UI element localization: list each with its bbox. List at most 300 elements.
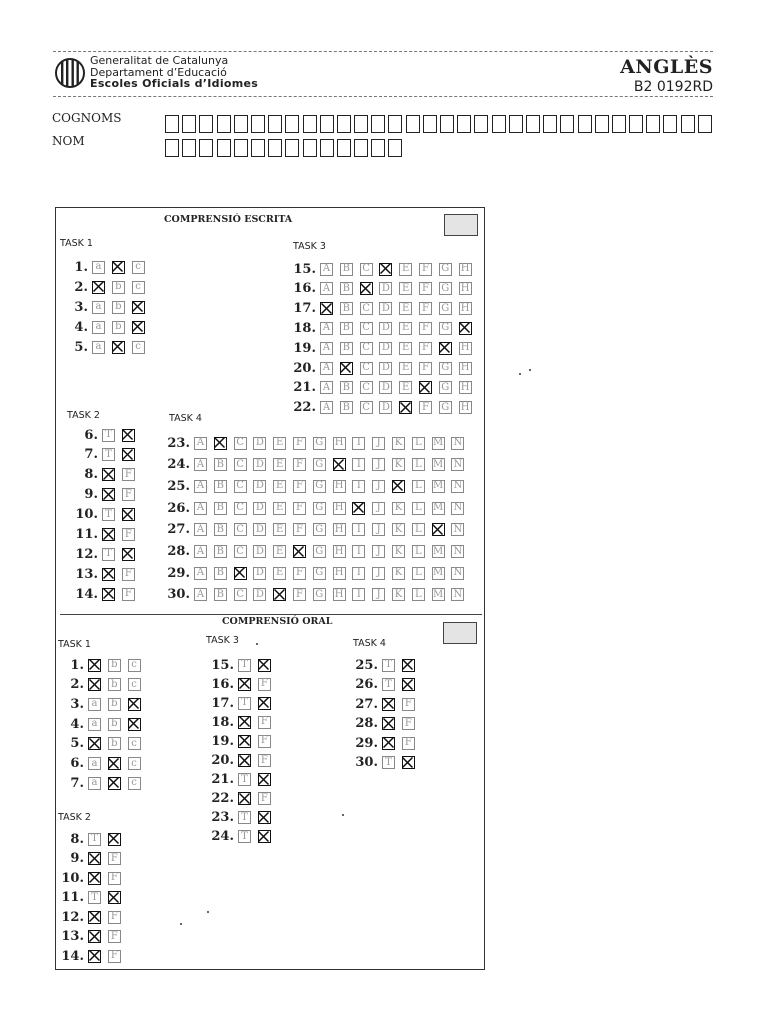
answer-option[interactable]: L: [412, 567, 425, 580]
answer-option[interactable]: E: [399, 263, 412, 276]
answer-option[interactable]: J: [372, 502, 385, 515]
answer-option[interactable]: [128, 718, 141, 731]
answer-option[interactable]: N: [451, 502, 464, 515]
answer-option[interactable]: F: [122, 468, 135, 481]
answer-option[interactable]: [419, 381, 432, 394]
nom-letter-box[interactable]: [303, 139, 317, 157]
answer-option[interactable]: F: [293, 567, 306, 580]
answer-option[interactable]: L: [412, 458, 425, 471]
answer-option[interactable]: [88, 911, 101, 924]
answer-option[interactable]: T: [238, 697, 251, 710]
answer-option[interactable]: M: [432, 588, 444, 600]
answer-option[interactable]: I: [352, 437, 365, 450]
cognoms-letter-box[interactable]: [509, 115, 523, 133]
answer-option[interactable]: [128, 698, 141, 711]
answer-option[interactable]: [88, 737, 101, 750]
cognoms-letter-box[interactable]: [388, 115, 402, 133]
answer-option[interactable]: D: [379, 381, 392, 394]
answer-option[interactable]: I: [352, 458, 365, 471]
answer-option[interactable]: G: [313, 502, 326, 515]
answer-option[interactable]: a: [88, 757, 101, 770]
answer-option[interactable]: T: [102, 548, 115, 561]
answer-option[interactable]: [258, 697, 271, 710]
nom-letter-box[interactable]: [354, 139, 368, 157]
answer-option[interactable]: c: [132, 281, 145, 294]
answer-option[interactable]: C: [234, 480, 247, 493]
answer-option[interactable]: F: [419, 401, 432, 414]
answer-option[interactable]: [320, 302, 333, 315]
answer-option[interactable]: E: [273, 480, 286, 493]
answer-option[interactable]: T: [238, 811, 251, 824]
answer-option[interactable]: [88, 872, 101, 885]
answer-option[interactable]: B: [340, 401, 353, 414]
answer-option[interactable]: M: [432, 502, 444, 514]
answer-option[interactable]: B: [214, 480, 227, 493]
answer-option[interactable]: F: [293, 588, 306, 601]
cognoms-letter-box[interactable]: [354, 115, 368, 133]
answer-option[interactable]: N: [451, 437, 464, 450]
answer-option[interactable]: [108, 777, 121, 790]
answer-option[interactable]: A: [194, 523, 207, 536]
answer-option[interactable]: K: [392, 458, 405, 471]
answer-option[interactable]: K: [392, 588, 405, 601]
answer-option[interactable]: A: [320, 362, 333, 375]
answer-option[interactable]: b: [108, 659, 121, 672]
answer-option[interactable]: F: [258, 735, 271, 748]
answer-option[interactable]: N: [451, 588, 464, 601]
answer-option[interactable]: A: [320, 263, 333, 276]
answer-option[interactable]: E: [399, 381, 412, 394]
cognoms-letter-box[interactable]: [646, 115, 660, 133]
answer-option[interactable]: F: [122, 528, 135, 541]
cognoms-letter-box[interactable]: [165, 115, 179, 133]
answer-option[interactable]: a: [92, 301, 105, 314]
answer-option[interactable]: G: [439, 302, 452, 315]
answer-option[interactable]: A: [320, 342, 333, 355]
answer-option[interactable]: T: [88, 833, 101, 846]
cognoms-letter-box[interactable]: [681, 115, 695, 133]
answer-option[interactable]: C: [360, 362, 373, 375]
answer-option[interactable]: I: [352, 588, 365, 601]
cognoms-letter-box[interactable]: [595, 115, 609, 133]
answer-option[interactable]: C: [360, 263, 373, 276]
cognoms-letter-box[interactable]: [560, 115, 574, 133]
answer-option[interactable]: E: [273, 437, 286, 450]
answer-option[interactable]: [293, 545, 306, 558]
answer-option[interactable]: N: [451, 458, 464, 471]
answer-option[interactable]: F: [122, 568, 135, 581]
answer-option[interactable]: H: [459, 263, 472, 276]
answer-option[interactable]: B: [340, 282, 353, 295]
answer-option[interactable]: I: [352, 523, 365, 536]
answer-option[interactable]: F: [402, 698, 415, 711]
answer-option[interactable]: D: [379, 342, 392, 355]
answer-option[interactable]: [102, 568, 115, 581]
answer-option[interactable]: [402, 756, 415, 769]
answer-option[interactable]: D: [379, 322, 392, 335]
answer-option[interactable]: F: [108, 950, 121, 963]
answer-option[interactable]: [122, 548, 135, 561]
answer-option[interactable]: G: [439, 263, 452, 276]
answer-option[interactable]: N: [451, 523, 464, 536]
answer-option[interactable]: B: [214, 523, 227, 536]
answer-option[interactable]: F: [419, 282, 432, 295]
answer-option[interactable]: [379, 263, 392, 276]
answer-option[interactable]: T: [382, 678, 395, 691]
answer-option[interactable]: [102, 468, 115, 481]
cognoms-letter-box[interactable]: [285, 115, 299, 133]
score-box-reading[interactable]: [444, 214, 478, 236]
answer-option[interactable]: A: [320, 381, 333, 394]
nom-letter-box[interactable]: [234, 139, 248, 157]
answer-option[interactable]: c: [128, 678, 141, 691]
answer-option[interactable]: L: [412, 437, 425, 450]
answer-option[interactable]: C: [360, 401, 373, 414]
answer-option[interactable]: F: [258, 754, 271, 767]
answer-option[interactable]: B: [340, 342, 353, 355]
answer-option[interactable]: [432, 523, 445, 536]
answer-option[interactable]: B: [340, 263, 353, 276]
answer-option[interactable]: E: [399, 342, 412, 355]
answer-option[interactable]: D: [253, 567, 266, 580]
answer-option[interactable]: T: [382, 756, 395, 769]
cognoms-letter-box[interactable]: [526, 115, 540, 133]
answer-option[interactable]: b: [108, 698, 121, 711]
cognoms-letter-box[interactable]: [371, 115, 385, 133]
nom-letter-box[interactable]: [251, 139, 265, 157]
answer-option[interactable]: A: [194, 545, 207, 558]
cognoms-letter-box[interactable]: [268, 115, 282, 133]
answer-option[interactable]: D: [253, 502, 266, 515]
cognoms-letter-box[interactable]: [629, 115, 643, 133]
answer-option[interactable]: [112, 341, 125, 354]
answer-option[interactable]: D: [253, 437, 266, 450]
answer-option[interactable]: I: [352, 567, 365, 580]
nom-letter-box[interactable]: [337, 139, 351, 157]
cognoms-letter-box[interactable]: [182, 115, 196, 133]
answer-option[interactable]: [402, 678, 415, 691]
answer-option[interactable]: [459, 322, 472, 335]
answer-option[interactable]: F: [402, 717, 415, 730]
answer-option[interactable]: J: [372, 567, 385, 580]
answer-option[interactable]: M: [432, 545, 444, 557]
answer-option[interactable]: [238, 735, 251, 748]
answer-option[interactable]: L: [412, 545, 425, 558]
answer-option[interactable]: D: [253, 480, 266, 493]
answer-option[interactable]: H: [333, 437, 346, 450]
answer-option[interactable]: H: [333, 588, 346, 601]
answer-option[interactable]: B: [214, 502, 227, 515]
answer-option[interactable]: L: [412, 523, 425, 536]
answer-option[interactable]: D: [253, 545, 266, 558]
answer-option[interactable]: [92, 281, 105, 294]
nom-letter-box[interactable]: [320, 139, 334, 157]
answer-option[interactable]: T: [102, 448, 115, 461]
answer-option[interactable]: c: [132, 341, 145, 354]
cognoms-letter-box[interactable]: [612, 115, 626, 133]
answer-option[interactable]: F: [293, 480, 306, 493]
score-box-listening[interactable]: [443, 622, 477, 644]
answer-option[interactable]: N: [451, 567, 464, 580]
answer-option[interactable]: J: [372, 437, 385, 450]
answer-option[interactable]: [439, 342, 452, 355]
answer-option[interactable]: [132, 301, 145, 314]
answer-option[interactable]: D: [253, 588, 266, 601]
answer-option[interactable]: [112, 261, 125, 274]
answer-option[interactable]: F: [293, 502, 306, 515]
answer-option[interactable]: b: [108, 737, 121, 750]
answer-option[interactable]: C: [234, 588, 247, 601]
answer-option[interactable]: L: [412, 588, 425, 601]
answer-option[interactable]: [102, 528, 115, 541]
answer-option[interactable]: [382, 737, 395, 750]
answer-option[interactable]: B: [214, 567, 227, 580]
answer-option[interactable]: F: [122, 588, 135, 601]
answer-option[interactable]: [258, 659, 271, 672]
cognoms-letter-box[interactable]: [698, 115, 712, 133]
answer-option[interactable]: [88, 930, 101, 943]
nom-field[interactable]: [165, 139, 406, 157]
answer-option[interactable]: F: [419, 342, 432, 355]
answer-option[interactable]: K: [392, 545, 405, 558]
answer-option[interactable]: [214, 437, 227, 450]
answer-option[interactable]: N: [451, 480, 464, 493]
answer-option[interactable]: [88, 659, 101, 672]
answer-option[interactable]: G: [313, 545, 326, 558]
answer-option[interactable]: G: [439, 282, 452, 295]
answer-option[interactable]: E: [273, 567, 286, 580]
answer-option[interactable]: E: [273, 458, 286, 471]
answer-option[interactable]: F: [293, 437, 306, 450]
answer-option[interactable]: C: [360, 302, 373, 315]
nom-letter-box[interactable]: [217, 139, 231, 157]
answer-option[interactable]: T: [102, 508, 115, 521]
answer-option[interactable]: c: [128, 659, 141, 672]
answer-option[interactable]: C: [234, 437, 247, 450]
answer-option[interactable]: F: [108, 852, 121, 865]
answer-option[interactable]: [402, 659, 415, 672]
answer-option[interactable]: [382, 717, 395, 730]
answer-option[interactable]: H: [333, 545, 346, 558]
answer-option[interactable]: [234, 567, 247, 580]
answer-option[interactable]: A: [320, 282, 333, 295]
answer-option[interactable]: b: [112, 281, 125, 294]
answer-option[interactable]: G: [439, 401, 452, 414]
answer-option[interactable]: [382, 698, 395, 711]
answer-option[interactable]: c: [128, 737, 141, 750]
nom-letter-box[interactable]: [165, 139, 179, 157]
answer-option[interactable]: c: [128, 757, 141, 770]
answer-option[interactable]: [102, 488, 115, 501]
answer-option[interactable]: E: [273, 523, 286, 536]
answer-option[interactable]: [102, 588, 115, 601]
answer-option[interactable]: T: [88, 891, 101, 904]
cognoms-letter-box[interactable]: [406, 115, 420, 133]
answer-option[interactable]: E: [273, 502, 286, 515]
answer-option[interactable]: E: [399, 362, 412, 375]
answer-option[interactable]: a: [92, 341, 105, 354]
answer-option[interactable]: A: [194, 502, 207, 515]
answer-option[interactable]: B: [340, 381, 353, 394]
answer-option[interactable]: E: [399, 282, 412, 295]
answer-option[interactable]: b: [108, 718, 121, 731]
cognoms-letter-box[interactable]: [320, 115, 334, 133]
answer-option[interactable]: C: [234, 502, 247, 515]
answer-option[interactable]: F: [258, 678, 271, 691]
answer-option[interactable]: K: [392, 523, 405, 536]
answer-option[interactable]: [108, 757, 121, 770]
answer-option[interactable]: F: [419, 362, 432, 375]
answer-option[interactable]: K: [392, 502, 405, 515]
answer-option[interactable]: F: [402, 737, 415, 750]
answer-option[interactable]: [238, 754, 251, 767]
answer-option[interactable]: C: [360, 342, 373, 355]
answer-option[interactable]: I: [352, 480, 365, 493]
answer-option[interactable]: T: [238, 659, 251, 672]
cognoms-letter-box[interactable]: [457, 115, 471, 133]
answer-option[interactable]: T: [238, 830, 251, 843]
answer-option[interactable]: c: [128, 777, 141, 790]
answer-option[interactable]: G: [313, 480, 326, 493]
answer-option[interactable]: E: [399, 322, 412, 335]
nom-letter-box[interactable]: [285, 139, 299, 157]
answer-option[interactable]: G: [313, 567, 326, 580]
answer-option[interactable]: K: [392, 567, 405, 580]
nom-letter-box[interactable]: [268, 139, 282, 157]
answer-option[interactable]: B: [214, 588, 227, 601]
cognoms-letter-box[interactable]: [199, 115, 213, 133]
answer-option[interactable]: A: [194, 458, 207, 471]
answer-option[interactable]: F: [293, 458, 306, 471]
answer-option[interactable]: [333, 458, 346, 471]
answer-option[interactable]: M: [432, 567, 444, 579]
answer-option[interactable]: b: [112, 301, 125, 314]
answer-option[interactable]: F: [122, 488, 135, 501]
answer-option[interactable]: C: [360, 322, 373, 335]
answer-option[interactable]: B: [214, 545, 227, 558]
answer-option[interactable]: A: [320, 401, 333, 414]
answer-option[interactable]: J: [372, 588, 385, 601]
answer-option[interactable]: a: [88, 777, 101, 790]
answer-option[interactable]: [238, 792, 251, 805]
answer-option[interactable]: [122, 429, 135, 442]
answer-option[interactable]: E: [273, 545, 286, 558]
answer-option[interactable]: [238, 678, 251, 691]
nom-letter-box[interactable]: [199, 139, 213, 157]
answer-option[interactable]: a: [92, 261, 105, 274]
answer-option[interactable]: G: [313, 437, 326, 450]
answer-option[interactable]: E: [399, 302, 412, 315]
answer-option[interactable]: D: [379, 302, 392, 315]
answer-option[interactable]: b: [112, 321, 125, 334]
cognoms-letter-box[interactable]: [234, 115, 248, 133]
answer-option[interactable]: D: [253, 458, 266, 471]
cognoms-letter-box[interactable]: [337, 115, 351, 133]
answer-option[interactable]: G: [439, 322, 452, 335]
answer-option[interactable]: [88, 950, 101, 963]
cognoms-letter-box[interactable]: [303, 115, 317, 133]
answer-option[interactable]: G: [439, 362, 452, 375]
answer-option[interactable]: J: [372, 458, 385, 471]
answer-option[interactable]: H: [459, 282, 472, 295]
answer-option[interactable]: H: [333, 480, 346, 493]
nom-letter-box[interactable]: [371, 139, 385, 157]
answer-option[interactable]: A: [194, 567, 207, 580]
answer-option[interactable]: F: [419, 263, 432, 276]
answer-option[interactable]: a: [88, 718, 101, 731]
answer-option[interactable]: M: [432, 437, 444, 448]
answer-option[interactable]: H: [333, 523, 346, 536]
answer-option[interactable]: N: [451, 545, 464, 558]
answer-option[interactable]: C: [234, 458, 247, 471]
answer-option[interactable]: [132, 321, 145, 334]
answer-option[interactable]: I: [352, 545, 365, 558]
answer-option[interactable]: C: [234, 523, 247, 536]
answer-option[interactable]: [340, 362, 353, 375]
answer-option[interactable]: M: [432, 458, 444, 470]
answer-option[interactable]: F: [419, 302, 432, 315]
answer-option[interactable]: J: [372, 523, 385, 536]
answer-option[interactable]: [258, 830, 271, 843]
answer-option[interactable]: F: [108, 930, 121, 943]
answer-option[interactable]: [392, 480, 405, 493]
answer-option[interactable]: F: [419, 322, 432, 335]
answer-option[interactable]: H: [459, 362, 472, 375]
answer-option[interactable]: L: [412, 480, 425, 493]
answer-option[interactable]: F: [293, 523, 306, 536]
answer-option[interactable]: [108, 891, 121, 904]
answer-option[interactable]: D: [379, 362, 392, 375]
answer-option[interactable]: A: [194, 588, 207, 601]
answer-option[interactable]: A: [320, 322, 333, 335]
answer-option[interactable]: G: [313, 523, 326, 536]
nom-letter-box[interactable]: [388, 139, 402, 157]
answer-option[interactable]: H: [459, 381, 472, 394]
answer-option[interactable]: T: [382, 659, 395, 672]
answer-option[interactable]: M: [432, 480, 444, 492]
answer-option[interactable]: B: [340, 322, 353, 335]
answer-option[interactable]: G: [313, 588, 326, 601]
answer-option[interactable]: a: [88, 698, 101, 711]
cognoms-letter-box[interactable]: [663, 115, 677, 133]
cognoms-letter-box[interactable]: [474, 115, 488, 133]
answer-option[interactable]: a: [92, 321, 105, 334]
answer-option[interactable]: [88, 852, 101, 865]
answer-option[interactable]: B: [214, 458, 227, 471]
answer-option[interactable]: L: [412, 502, 425, 515]
answer-option[interactable]: F: [258, 792, 271, 805]
answer-option[interactable]: D: [379, 282, 392, 295]
answer-option[interactable]: F: [108, 911, 121, 924]
answer-option[interactable]: b: [108, 678, 121, 691]
answer-option[interactable]: A: [194, 437, 207, 450]
answer-option[interactable]: T: [238, 773, 251, 786]
answer-option[interactable]: [108, 833, 121, 846]
cognoms-letter-box[interactable]: [217, 115, 231, 133]
cognoms-letter-box[interactable]: [251, 115, 265, 133]
answer-option[interactable]: D: [379, 401, 392, 414]
cognoms-letter-box[interactable]: [578, 115, 592, 133]
answer-option[interactable]: [122, 508, 135, 521]
answer-option[interactable]: J: [372, 545, 385, 558]
answer-option[interactable]: [258, 811, 271, 824]
answer-option[interactable]: J: [372, 480, 385, 493]
answer-option[interactable]: C: [234, 545, 247, 558]
answer-option[interactable]: G: [313, 458, 326, 471]
answer-option[interactable]: D: [253, 523, 266, 536]
answer-option[interactable]: c: [132, 261, 145, 274]
answer-option[interactable]: [88, 678, 101, 691]
